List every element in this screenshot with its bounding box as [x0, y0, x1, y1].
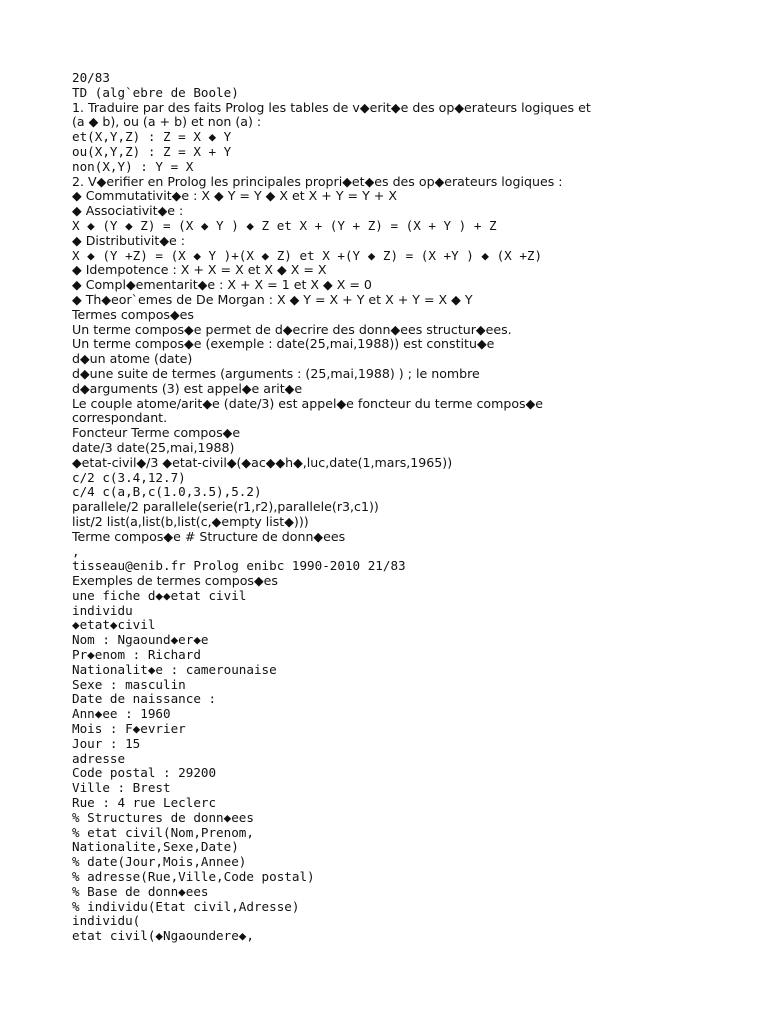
text-line: et(X,Y,Z) : Z = X ◆ Y: [72, 129, 232, 145]
document-text: [72, 71, 752, 944]
text-line: une fiche d◆◆etat civil: [72, 587, 247, 603]
text-line: Ann◆ee : 1960: [72, 706, 171, 722]
text-line: etat civil(◆Ngaoundere◆,: [72, 928, 254, 944]
text-line: ◆etat-civil◆/3 ◆etat-civil◆(◆ac◆◆h◆,luc,date(1,mars,1965)): [72, 454, 453, 470]
text-line: % adresse(Rue,Ville,Code postal): [72, 869, 315, 885]
text-line: Nationalit◆e : camerounaise: [72, 661, 277, 677]
text-line: ◆ Th◆eor`emes de De Morgan : X ◆ Y = X + Y et X + Y = X ◆ Y: [72, 291, 473, 307]
text-line: individu: [72, 602, 133, 618]
text-line: X ◆ (Y ◆ Z) = (X ◆ Y ) ◆ Z et X + (Y + Z) = (X + Y ) + Z: [72, 217, 497, 233]
text-line: d◆une suite de termes (arguments : (25,mai,1988) ) ; le nombre: [72, 365, 480, 381]
text-line: 20/83: [72, 70, 110, 85]
text-line: ◆ Compl◆ementarit◆e : X + X = 1 et X ◆ X = 0: [72, 277, 372, 293]
text-line: d◆un atome (date): [72, 351, 193, 367]
text-line: Date de naissance :: [72, 691, 217, 707]
text-line: 2. V◆erifier en Prolog les principales propri◆et◆es des op◆erateurs logiques :: [72, 173, 563, 189]
text-line: Foncteur Terme compos◆e: [72, 425, 241, 441]
text-line: Rue : 4 rue Leclerc: [72, 795, 217, 811]
text-line: ◆ Idempotence : X + X = X et X ◆ X = X: [72, 262, 327, 278]
text-line: tisseau@enib.fr Prolog enibc 1990-2010 21/83: [72, 558, 406, 574]
text-line: Sexe : masculin: [72, 676, 186, 692]
text-line: % etat civil(Nom,Prenom,: [72, 824, 254, 840]
text-line: c/4 c(a,B,c(1.0,3.5),5.2): [72, 484, 262, 500]
text-line: non(X,Y) : Y = X: [72, 158, 194, 174]
text-line: (a ◆ b), ou (a + b) et non (a) :: [72, 114, 262, 130]
text-line: Un terme compos◆e permet de d◆ecrire des donn◆ees structur◆ees.: [72, 321, 512, 337]
text-line: 1. Traduire par des faits Prolog les tables de v◆erit◆e des op◆erateurs logiques et: [72, 99, 591, 115]
text-line: % date(Jour,Mois,Annee): [72, 854, 247, 870]
text-line: Code postal : 29200: [72, 765, 217, 781]
text-line: individu(: [72, 913, 141, 929]
text-line: Jour : 15: [72, 735, 141, 751]
text-line: list/2 list(a,list(b,list(c,◆empty list◆))): [72, 513, 309, 529]
text-line: ◆ Distributivit◆e :: [72, 232, 186, 248]
text-line: Termes compos◆es: [72, 306, 194, 322]
text-line: Nom : Ngaound◆er◆e: [72, 632, 209, 648]
text-line: adresse: [72, 750, 126, 766]
text-line: % individu(Etat civil,Adresse): [72, 898, 300, 914]
text-line: TD (alg`ebre de Boole): [72, 84, 239, 100]
text-line: ◆ Commutativit◆e : X ◆ Y = Y ◆ X et X + Y = Y + X: [72, 188, 397, 204]
text-line: Exemples de termes compos◆es: [72, 573, 278, 589]
text-line: % Base de donn◆ees: [72, 883, 209, 899]
text-line: Terme compos◆e # Structure de donn◆ees: [72, 528, 346, 544]
text-line: correspondant.: [72, 410, 168, 426]
text-line: ,: [72, 543, 80, 559]
text-line: ◆etat◆civil: [72, 617, 156, 633]
text-line: Nationalite,Sexe,Date): [72, 839, 239, 855]
text-line: Le couple atome/arit◆e (date/3) est appel◆e foncteur du terme compos◆e: [72, 395, 544, 411]
text-line: Ville : Brest: [72, 780, 171, 796]
text-line: X ◆ (Y +Z) = (X ◆ Y )+(X ◆ Z) et X +(Y ◆ Z) = (X +Y ) ◆ (X +Z): [72, 247, 543, 263]
text-line: parallele/2 parallele(serie(r1,r2),parallele(r3,c1)): [72, 499, 379, 515]
text-line: date/3 date(25,mai,1988): [72, 439, 235, 455]
text-line: c/2 c(3.4,12.7): [72, 469, 186, 485]
text-line: d◆arguments (3) est appel◆e arit◆e: [72, 380, 303, 396]
text-line: ◆ Associativit◆e :: [72, 203, 184, 219]
text-line: Un terme compos◆e (exemple : date(25,mai,1988)) est constitu◆e: [72, 336, 495, 352]
text-line: Pr◆enom : Richard: [72, 647, 201, 663]
text-line: Mois : F◆evrier: [72, 721, 186, 737]
text-line: % Structures de donn◆ees: [72, 809, 254, 825]
text-line: ou(X,Y,Z) : Z = X + Y: [72, 143, 232, 159]
